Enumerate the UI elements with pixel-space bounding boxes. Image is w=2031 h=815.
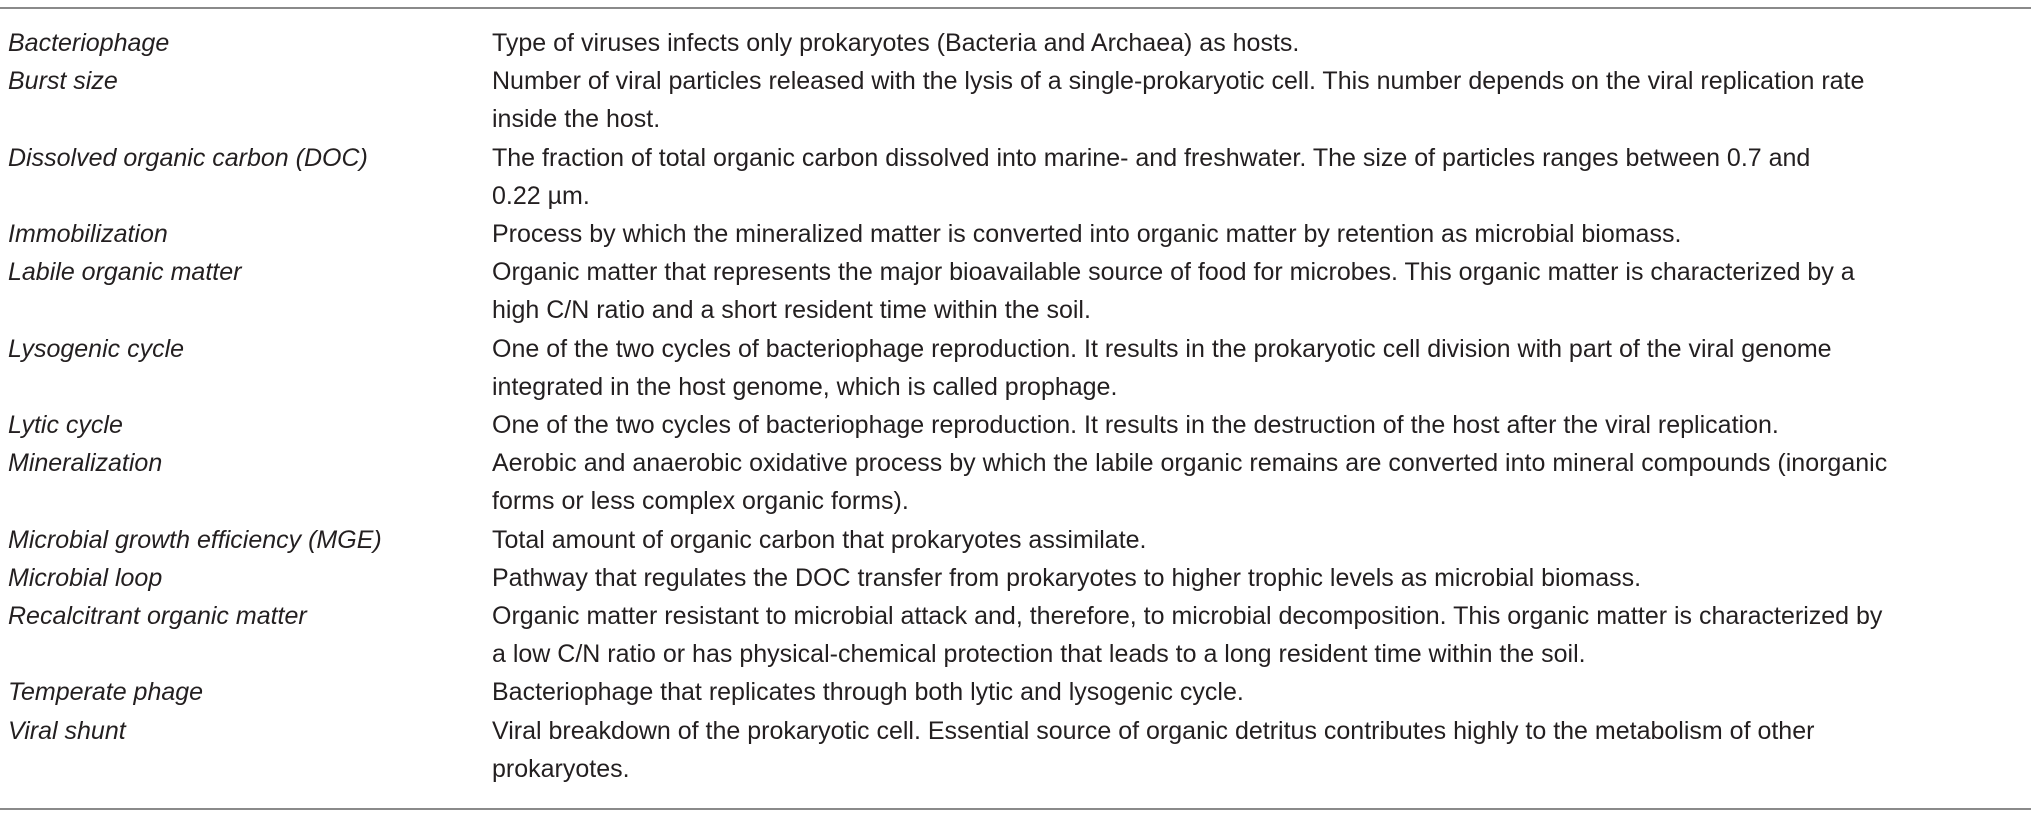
definition-line: Number of viral particles released with the lysis of a single-prokaryotic cell. This number depends on the viral replication rate xyxy=(492,67,1865,96)
glossary-definition xyxy=(492,24,2027,62)
definition-line: Organic matter resistant to microbial attack and, therefore, to microbial decomposition. This organic matter is characterized by xyxy=(492,602,1883,631)
glossary-term: Lytic cycle xyxy=(8,411,123,440)
glossary-definition xyxy=(492,673,2027,711)
definition-line: high C/N ratio and a short resident time within the soil. xyxy=(492,296,1091,325)
table-row xyxy=(0,673,2031,711)
glossary-definition xyxy=(492,597,2027,673)
glossary-term: Immobilization xyxy=(8,220,168,249)
bottom-rule xyxy=(0,808,2031,810)
table-row xyxy=(0,521,2031,559)
definition-line: integrated in the host genome, which is called prophage. xyxy=(492,372,1118,401)
definition-line: Bacteriophage that replicates through both lytic and lysogenic cycle. xyxy=(492,678,1244,707)
glossary-definition xyxy=(492,139,2027,215)
glossary-term: Microbial growth efficiency (MGE) xyxy=(8,525,382,554)
table-row xyxy=(0,215,2031,253)
definition-line: a low C/N ratio or has physical-chemical protection that leads to a long resident time within the soil. xyxy=(492,640,1586,669)
definition-line: One of the two cycles of bacteriophage reproduction. It results in the prokaryotic cell division with part of the viral genome xyxy=(492,334,1832,363)
glossary-term: Dissolved organic carbon (DOC) xyxy=(8,143,368,172)
glossary-term: Bacteriophage xyxy=(8,29,170,57)
definition-line: Process by which the mineralized matter is converted into organic matter by retention as microbial biomass. xyxy=(492,220,1682,249)
definition-line: Total amount of organic carbon that prokaryotes assimilate. xyxy=(492,525,1147,554)
definition-line: prokaryotes. xyxy=(492,754,630,783)
table-row xyxy=(0,444,2031,520)
table-row xyxy=(0,406,2031,444)
glossary-definition xyxy=(492,62,2027,138)
glossary-definition xyxy=(492,712,2027,788)
definition-line: Aerobic and anaerobic oxidative process by which the labile organic remains are converted into mineral compounds (inorganic xyxy=(492,449,1888,478)
table-row xyxy=(0,139,2031,215)
table-row xyxy=(0,253,2031,329)
glossary-definition xyxy=(492,521,2027,559)
definition-line: 0.22 µm. xyxy=(492,181,590,210)
glossary-definition xyxy=(492,559,2027,597)
glossary-definition xyxy=(492,215,2027,253)
glossary-term: Labile organic matter xyxy=(8,258,242,287)
table-row xyxy=(0,559,2031,597)
glossary-term: Mineralization xyxy=(8,449,163,478)
top-rule xyxy=(0,7,2031,9)
definition-line: Organic matter that represents the major bioavailable source of food for microbes. This organic matter is characterized by a xyxy=(492,258,1855,287)
glossary-definition xyxy=(492,330,2027,406)
glossary-definition xyxy=(492,253,2027,329)
table-row xyxy=(0,62,2031,138)
glossary-term: Burst size xyxy=(8,67,118,96)
glossary-term: Lysogenic cycle xyxy=(8,334,185,363)
definition-line: forms or less complex organic forms). xyxy=(492,487,909,516)
glossary-term: Recalcitrant organic matter xyxy=(8,602,307,631)
glossary-rows xyxy=(0,24,2031,788)
table-row xyxy=(0,712,2031,788)
glossary-term: Temperate phage xyxy=(8,678,204,707)
definition-line: One of the two cycles of bacteriophage reproduction. It results in the destruction of the host after the viral replication. xyxy=(492,411,1779,440)
definition-line: Pathway that regulates the DOC transfer from prokaryotes to higher trophic levels as microbial biomass. xyxy=(492,563,1642,592)
definition-line: Viral breakdown of the prokaryotic cell. Essential source of organic detritus contributes highly to the metabolism of other xyxy=(492,716,1815,745)
glossary-term: Viral shunt xyxy=(8,716,126,745)
table-row xyxy=(0,24,2031,62)
definition-line: The fraction of total organic carbon dissolved into marine- and freshwater. The size of particles ranges between 0.7 and xyxy=(492,143,1811,172)
definition-line: inside the host. xyxy=(492,105,661,134)
table-row xyxy=(0,597,2031,673)
glossary-definition xyxy=(492,444,2027,520)
glossary-definition xyxy=(492,406,2027,444)
definition-line: Type of viruses infects only prokaryotes (Bacteria and Archaea) as hosts. xyxy=(492,29,1300,57)
glossary-term: Microbial loop xyxy=(8,563,163,592)
table-row xyxy=(0,330,2031,406)
